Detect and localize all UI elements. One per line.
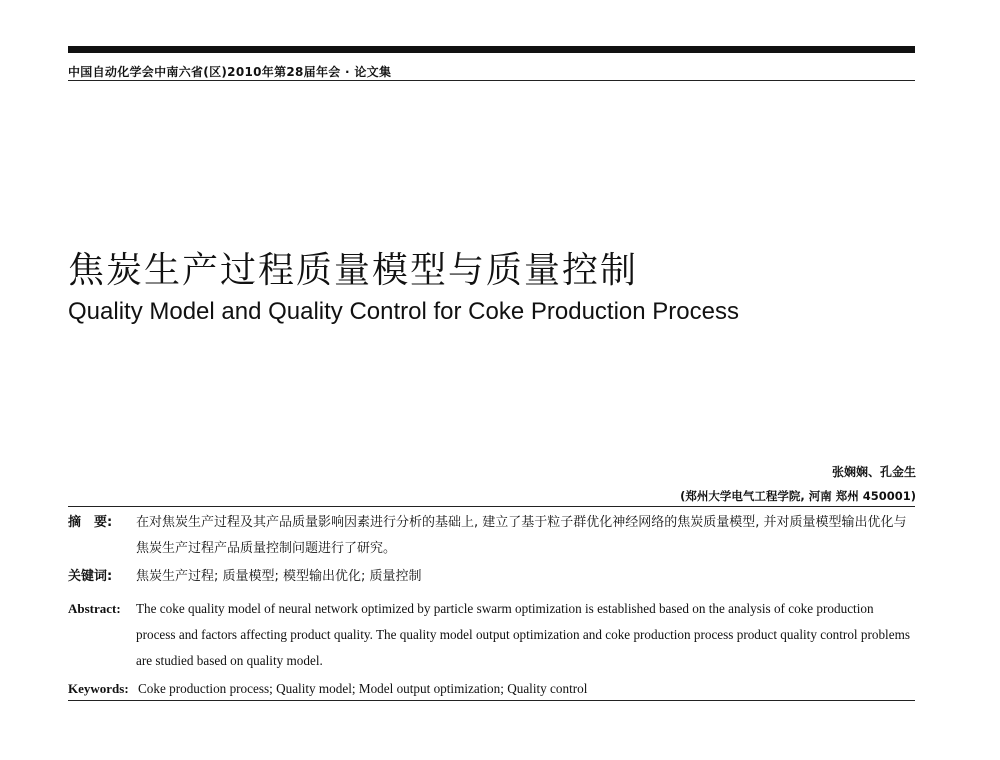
keywords-chinese-label: 关键词:: [68, 569, 113, 584]
affiliation: (郑州大学电气工程学院, 河南 郑州 450001): [680, 489, 916, 503]
abstract-top-rule: [68, 506, 915, 507]
keywords-chinese: [68, 564, 918, 590]
abstract-english-label: Abstract:: [68, 601, 121, 616]
title-english: Quality Model and Quality Control for Coke Production Process: [68, 298, 739, 325]
keywords-english-label: Keywords:: [68, 681, 129, 696]
abstract-chinese-text: 在对焦炭生产过程及其产品质量影响因素进行分析的基础上, 建立了基于粒子群优化神经网络的焦炭质量模型, 并对质量模型输出优化与焦炭生产过程产品质量控制问题进行了研究。: [136, 515, 907, 556]
authors: 张娴娴、孔金生: [831, 465, 916, 479]
running-header: 中国自动化学会中南六省(区)2010年第28届年会 · 论文集: [68, 65, 392, 79]
abstract-english: [68, 596, 918, 674]
keywords-english: [68, 676, 918, 702]
abstract-chinese: [68, 510, 918, 562]
abstract-bottom-rule: [68, 700, 915, 701]
header-top-rule: [68, 46, 915, 53]
abstract-chinese-label: 摘 要:: [68, 515, 113, 530]
keywords-english-text: Coke production process; Quality model; Model output optimization; Quality control: [138, 681, 588, 696]
title-chinese: 焦炭生产过程质量模型与质量控制: [68, 250, 639, 291]
abstract-english-text: The coke quality model of neural network optimized by particle swarm optimization is established based on the analysis of coke production process and factors affecting product quality. The quality model output optimization and coke production process product quality control problems are studied based on quality model.: [136, 601, 910, 668]
header-bottom-rule: [68, 80, 915, 81]
keywords-chinese-text: 焦炭生产过程; 质量模型; 模型输出优化; 质量控制: [136, 569, 422, 584]
